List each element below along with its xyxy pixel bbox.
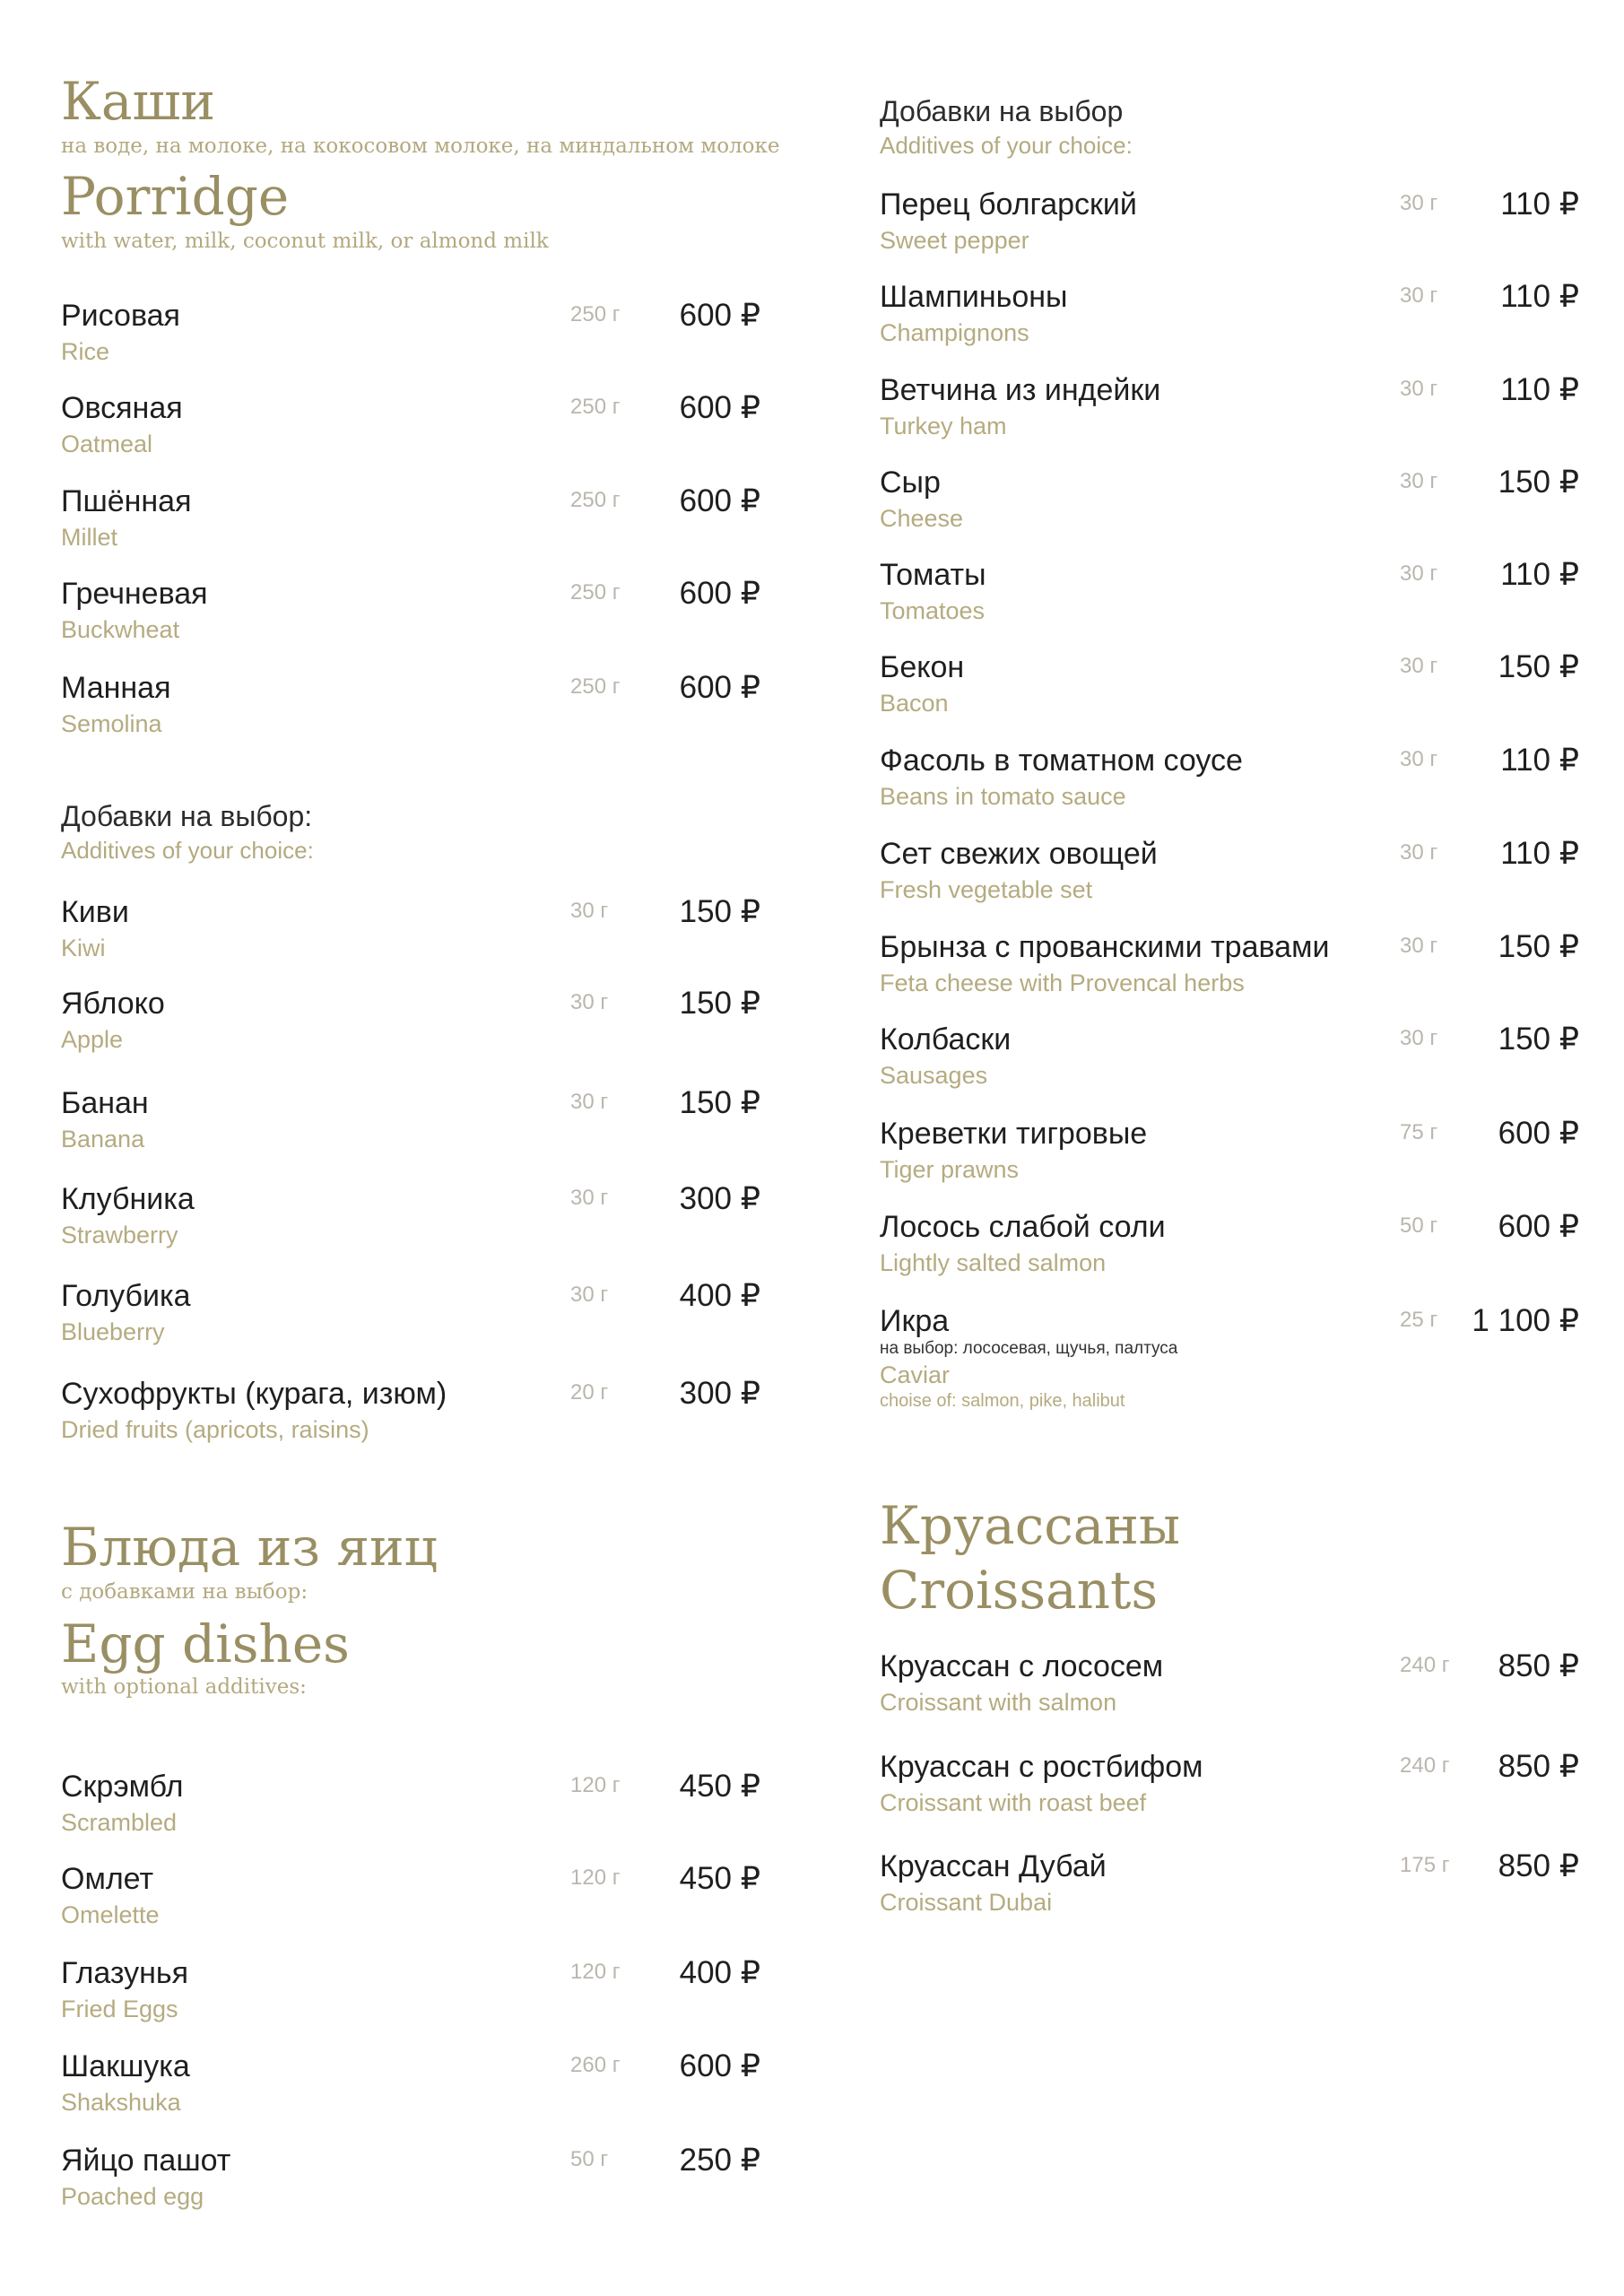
item-name-ru: Пшённая bbox=[61, 484, 192, 518]
item-name-en: Croissant with roast beef bbox=[880, 1789, 1147, 1816]
item-price: 600 ₽ bbox=[1498, 1116, 1579, 1151]
menu-item bbox=[61, 892, 760, 975]
menu-item bbox=[880, 1114, 1579, 1196]
item-name-ru: Круассан Дубай bbox=[880, 1849, 1107, 1883]
eggs-subtitle-en: with optional additives: bbox=[61, 1675, 307, 1699]
item-note-ru: на выбор: лососевая, щучья, палтуса bbox=[880, 1339, 1178, 1358]
item-name-en: Fresh vegetable set bbox=[880, 876, 1093, 903]
menu-item bbox=[880, 555, 1579, 638]
item-weight: 120 г bbox=[570, 1773, 621, 1797]
item-price: 600 ₽ bbox=[679, 576, 760, 611]
item-name-ru: Лосось слабой соли bbox=[880, 1210, 1166, 1244]
item-price: 600 ₽ bbox=[1498, 1209, 1579, 1244]
item-name-ru: Яблоко bbox=[61, 987, 165, 1021]
item-weight: 50 г bbox=[1400, 1213, 1438, 1238]
egg-additives-heading bbox=[880, 93, 1133, 161]
item-weight: 240 г bbox=[1400, 1653, 1450, 1677]
item-weight: 250 г bbox=[570, 674, 621, 699]
menu-item bbox=[880, 1747, 1579, 1830]
porridge-subtitle-en: with water, milk, coconut milk, or almond milk bbox=[61, 230, 549, 253]
item-name-en: Semolina bbox=[61, 710, 162, 737]
item-name-en: Croissant Dubai bbox=[880, 1889, 1053, 1916]
item-weight: 30 г bbox=[570, 1283, 609, 1307]
item-name-en: Dried fruits (apricots, raisins) bbox=[61, 1416, 369, 1443]
item-price: 110 ₽ bbox=[1500, 836, 1579, 871]
item-name-en: Champignons bbox=[880, 319, 1029, 346]
item-name-en: Rice bbox=[61, 338, 110, 365]
menu-item bbox=[61, 296, 760, 378]
porridge-additives-heading bbox=[61, 798, 314, 866]
eggs-title-ru: Блюда из яиц bbox=[61, 1517, 438, 1578]
item-weight: 30 г bbox=[1400, 283, 1438, 308]
item-name-en: Turkey ham bbox=[880, 413, 1007, 439]
item-price: 850 ₽ bbox=[1498, 1848, 1579, 1883]
item-price: 1 100 ₽ bbox=[1472, 1303, 1579, 1338]
menu-item bbox=[880, 370, 1579, 453]
menu-item bbox=[880, 277, 1579, 360]
item-name-ru: Сухофрукты (курага, изюм) bbox=[61, 1377, 447, 1411]
item-weight: 20 г bbox=[570, 1380, 609, 1405]
item-price: 300 ₽ bbox=[679, 1376, 760, 1411]
item-weight: 30 г bbox=[570, 899, 609, 923]
item-price: 300 ₽ bbox=[679, 1181, 760, 1216]
menu-item bbox=[61, 388, 760, 471]
menu-item bbox=[61, 2141, 760, 2223]
item-weight: 250 г bbox=[570, 395, 621, 419]
additives-title-ru: Добавки на выбор bbox=[880, 95, 1124, 127]
item-name-en: Tiger prawns bbox=[880, 1156, 1020, 1183]
item-name-ru: Икра bbox=[880, 1304, 950, 1338]
item-name-ru: Ветчина из индейки bbox=[880, 373, 1161, 407]
menu-item bbox=[61, 1276, 760, 1359]
menu-item bbox=[61, 1767, 760, 1849]
menu-item bbox=[880, 927, 1579, 1010]
item-name-en: Banana bbox=[61, 1126, 145, 1152]
item-name-en: Fried Eggs bbox=[61, 1996, 178, 2022]
item-weight: 30 г bbox=[1400, 191, 1438, 215]
item-name-ru: Скрэмбл bbox=[61, 1770, 184, 1804]
item-name-ru: Омлет bbox=[61, 1862, 154, 1896]
porridge-title-ru: Каши bbox=[61, 71, 216, 132]
item-price: 600 ₽ bbox=[679, 670, 760, 705]
item-weight: 30 г bbox=[570, 1090, 609, 1114]
item-price: 600 ₽ bbox=[679, 2048, 760, 2083]
item-price: 850 ₽ bbox=[1498, 1648, 1579, 1683]
item-name-en: Cheese bbox=[880, 505, 964, 532]
item-name-en: Caviar bbox=[880, 1361, 951, 1388]
item-price: 150 ₽ bbox=[679, 986, 760, 1021]
item-name-ru: Круассан с ростбифом bbox=[880, 1750, 1203, 1784]
item-weight: 250 г bbox=[570, 302, 621, 326]
item-name-ru: Фасоль в томатном соусе bbox=[880, 744, 1243, 778]
item-weight: 30 г bbox=[570, 990, 609, 1014]
item-weight: 120 г bbox=[570, 1866, 621, 1890]
item-price: 110 ₽ bbox=[1500, 557, 1579, 592]
item-name-ru: Колбаски bbox=[880, 1022, 1012, 1057]
item-weight: 240 г bbox=[1400, 1753, 1450, 1778]
item-name-ru: Перец болгарский bbox=[880, 187, 1137, 222]
item-name-en: Bacon bbox=[880, 690, 949, 717]
croissants-title-ru: Круассаны bbox=[880, 1495, 1181, 1556]
menu-item bbox=[880, 834, 1579, 917]
item-weight: 30 г bbox=[1400, 934, 1438, 958]
eggs-subtitle-ru: с добавками на выбор: bbox=[61, 1580, 308, 1604]
item-name-en: Scrambled bbox=[61, 1809, 178, 1836]
item-weight: 30 г bbox=[1400, 747, 1438, 771]
item-name-ru: Сет свежих овощей bbox=[880, 837, 1158, 871]
menu-item bbox=[61, 482, 760, 564]
item-price: 150 ₽ bbox=[679, 1085, 760, 1120]
item-name-ru: Манная bbox=[61, 671, 171, 705]
item-weight: 250 г bbox=[570, 580, 621, 604]
croissants-title-en: Croissants bbox=[880, 1560, 1159, 1621]
item-name-en: Kiwi bbox=[61, 935, 106, 961]
item-name-en: Beans in tomato sauce bbox=[880, 783, 1126, 810]
item-name-ru: Бекон bbox=[880, 650, 965, 684]
menu-item bbox=[61, 984, 760, 1066]
item-name-ru: Клубника bbox=[61, 1182, 195, 1216]
item-weight: 50 г bbox=[570, 2147, 609, 2171]
item-name-en: Sausages bbox=[880, 1062, 988, 1089]
menu-item bbox=[880, 648, 1579, 730]
item-note-en: choise of: salmon, pike, halibut bbox=[880, 1391, 1125, 1411]
item-name-en: Buckwheat bbox=[61, 616, 180, 643]
item-price: 110 ₽ bbox=[1500, 279, 1579, 314]
item-price: 110 ₽ bbox=[1500, 743, 1579, 778]
item-name-en: Blueberry bbox=[61, 1318, 165, 1345]
item-name-ru: Брынза с прованскими травами bbox=[880, 930, 1330, 964]
item-weight: 75 г bbox=[1400, 1120, 1438, 1144]
menu-item bbox=[61, 1953, 760, 2036]
porridge-subtitle-ru: на воде, на молоке, на кокосовом молоке, на миндальном молоке bbox=[61, 135, 780, 158]
item-price: 150 ₽ bbox=[679, 894, 760, 929]
item-price: 110 ₽ bbox=[1500, 372, 1579, 407]
menu-item bbox=[61, 2047, 760, 2129]
item-weight: 30 г bbox=[570, 1186, 609, 1210]
menu-item bbox=[61, 1083, 760, 1166]
menu-item bbox=[61, 1179, 760, 1262]
item-weight: 250 г bbox=[570, 488, 621, 512]
menu-item bbox=[880, 741, 1579, 823]
item-name-en: Feta cheese with Provencal herbs bbox=[880, 970, 1245, 996]
menu-item bbox=[880, 1020, 1579, 1102]
item-name-ru: Рисовая bbox=[61, 299, 180, 333]
item-name-en: Strawberry bbox=[61, 1222, 178, 1248]
item-name-ru: Шакшука bbox=[61, 2049, 190, 2083]
item-weight: 260 г bbox=[570, 2053, 621, 2077]
item-price: 150 ₽ bbox=[1498, 1022, 1579, 1057]
item-weight: 120 г bbox=[570, 1960, 621, 1984]
item-name-ru: Шампиньоны bbox=[880, 280, 1068, 314]
item-price: 600 ₽ bbox=[679, 390, 760, 425]
menu-item-caviar bbox=[880, 1301, 1579, 1409]
item-price: 150 ₽ bbox=[1498, 929, 1579, 964]
item-name-en: Omelette bbox=[61, 1901, 160, 1928]
item-name-ru: Яйцо пашот bbox=[61, 2144, 231, 2178]
item-name-en: Millet bbox=[61, 524, 118, 551]
item-name-ru: Сыр bbox=[880, 465, 941, 500]
item-name-en: Tomatoes bbox=[880, 597, 986, 624]
porridge-title-en: Porridge bbox=[61, 166, 290, 227]
item-price: 400 ₽ bbox=[679, 1278, 760, 1313]
item-price: 110 ₽ bbox=[1500, 187, 1579, 222]
menu-item bbox=[61, 1859, 760, 1942]
eggs-title-en: Egg dishes bbox=[61, 1613, 350, 1674]
item-weight: 30 г bbox=[1400, 654, 1438, 678]
item-weight: 30 г bbox=[1400, 377, 1438, 401]
item-price: 450 ₽ bbox=[679, 1861, 760, 1896]
item-name-ru: Гречневая bbox=[61, 577, 208, 611]
item-name-ru: Овсяная bbox=[61, 391, 183, 425]
item-name-en: Apple bbox=[61, 1026, 124, 1053]
menu-item bbox=[61, 1374, 760, 1457]
item-weight: 175 г bbox=[1400, 1853, 1450, 1877]
menu-item bbox=[880, 463, 1579, 545]
item-name-en: Sweet pepper bbox=[880, 227, 1029, 254]
item-price: 250 ₽ bbox=[679, 2143, 760, 2178]
item-price: 600 ₽ bbox=[679, 298, 760, 333]
item-name-en: Croissant with salmon bbox=[880, 1689, 1117, 1716]
item-price: 150 ₽ bbox=[1498, 465, 1579, 500]
menu-item bbox=[61, 668, 760, 751]
item-weight: 25 г bbox=[1400, 1308, 1438, 1332]
item-name-ru: Глазунья bbox=[61, 1956, 188, 1990]
item-weight: 30 г bbox=[1400, 1026, 1438, 1050]
item-name-en: Shakshuka bbox=[61, 2089, 181, 2116]
item-price: 450 ₽ bbox=[679, 1769, 760, 1804]
additives-title-en: Additives of your choice: bbox=[880, 132, 1133, 159]
menu-item bbox=[880, 185, 1579, 267]
additives-title-ru: Добавки на выбор: bbox=[61, 800, 313, 832]
item-price: 850 ₽ bbox=[1498, 1749, 1579, 1784]
item-weight: 30 г bbox=[1400, 469, 1438, 493]
item-price: 150 ₽ bbox=[1498, 649, 1579, 684]
item-name-en: Lightly salted salmon bbox=[880, 1249, 1107, 1276]
item-name-ru: Киви bbox=[61, 895, 129, 929]
item-name-ru: Круассан с лососем bbox=[880, 1649, 1164, 1683]
menu-item bbox=[880, 1647, 1579, 1729]
item-name-ru: Томаты bbox=[880, 558, 986, 592]
item-name-ru: Креветки тигровые bbox=[880, 1117, 1148, 1151]
item-price: 600 ₽ bbox=[679, 483, 760, 518]
item-name-en: Poached egg bbox=[61, 2183, 204, 2210]
item-name-en: Oatmeal bbox=[61, 430, 153, 457]
menu-item bbox=[880, 1207, 1579, 1290]
item-name-ru: Голубика bbox=[61, 1279, 191, 1313]
menu-item bbox=[880, 1847, 1579, 1929]
item-name-ru: Банан bbox=[61, 1086, 149, 1120]
item-weight: 30 г bbox=[1400, 840, 1438, 865]
additives-title-en: Additives of your choice: bbox=[61, 837, 314, 864]
item-price: 400 ₽ bbox=[679, 1955, 760, 1990]
menu-item bbox=[61, 574, 760, 657]
item-weight: 30 г bbox=[1400, 561, 1438, 586]
